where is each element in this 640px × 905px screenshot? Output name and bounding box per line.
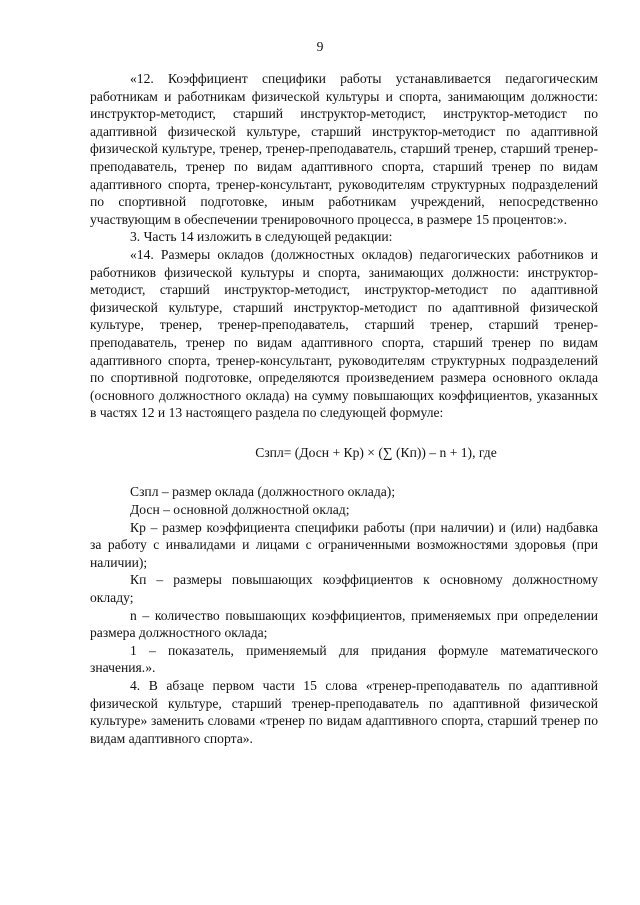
definition-one: 1 – показатель, применяемый для придания формуле математического значения.». bbox=[90, 642, 598, 676]
definition-szpl: Сзпл – размер оклада (должностного оклада); bbox=[130, 484, 396, 500]
definition-kr: Кр – размер коэффициента специфики работы (при наличии) и (или) надбавка за работу с инвалидами и лицами с ограниченными возможностями здоровья (при наличии); bbox=[90, 519, 598, 570]
document-body bbox=[90, 70, 598, 747]
paragraph-amend-part-14: 3. Часть 14 изложить в следующей редакции: bbox=[130, 229, 393, 245]
paragraph-coefficient-specifics: «12. Коэффициент специфики работы устанавливается педагогическим работникам и работникам физической культуры и спорта, занимающим должности: инструктор-методист, старший инструктор-методист, инструктор-методист по адаптивной физической культуре, старший инструктор-методист по адаптивной физической культуре, тренер, тренер-преподаватель, старший тренер, старший тренер-преподаватель, тренер по видам адаптивного спорта, старший тренер по видам адаптивного спорта, тренер-консультант, руководителям структурных подразделений по спортивной подготовке, иным работникам учреждений, непосредственно участвующим в обеспечении тренировочного процесса, в размере 15 процентов:». bbox=[90, 71, 598, 227]
salary-formula: Сзпл= (Досн + Кр) × (∑ (Кп)) – n + 1), где bbox=[255, 444, 497, 460]
definition-kp: Кп – размеры повышающих коэффициентов к основному должностному окладу; bbox=[90, 572, 598, 606]
paragraph-salary-sizes: «14. Размеры окладов (должностных окладов) педагогических работников и работников физической культуры и спорта, занимающих должности: инструктор-методист, старший инструктор-методист, инструктор-методист по адаптивной физической культуре, старший инструктор-методист по адаптивной физической культуре, тренер, тренер-преподаватель, старший тренер, старший тренер-преподаватель, тренер по видам адаптивного спорта, старший тренер по видам адаптивного спорта, тренер-консультант, руководителям структурных подразделений по спортивной подготовке, определяются произведением размера основного оклада (основного должностного оклада) на сумму повышающих коэффициентов, указанных в частях 12 и 13 настоящего раздела по следующей формуле: bbox=[90, 246, 598, 421]
paragraph-amend-part-15: 4. В абзаце первом части 15 слова «тренер-преподаватель по адаптивной физической культуре, старший тренер-преподаватель по адаптивной физической культуре» заменить словами «тренер по видам адаптивного спорта, старший тренер по видам адаптивного спорта». bbox=[90, 678, 598, 746]
definition-n: n – количество повышающих коэффициентов, применяемых при определении размера должностного оклада; bbox=[90, 607, 598, 641]
definition-dosn: Досн – основной должностной оклад; bbox=[130, 502, 350, 518]
page-number: 9 bbox=[316, 39, 324, 54]
